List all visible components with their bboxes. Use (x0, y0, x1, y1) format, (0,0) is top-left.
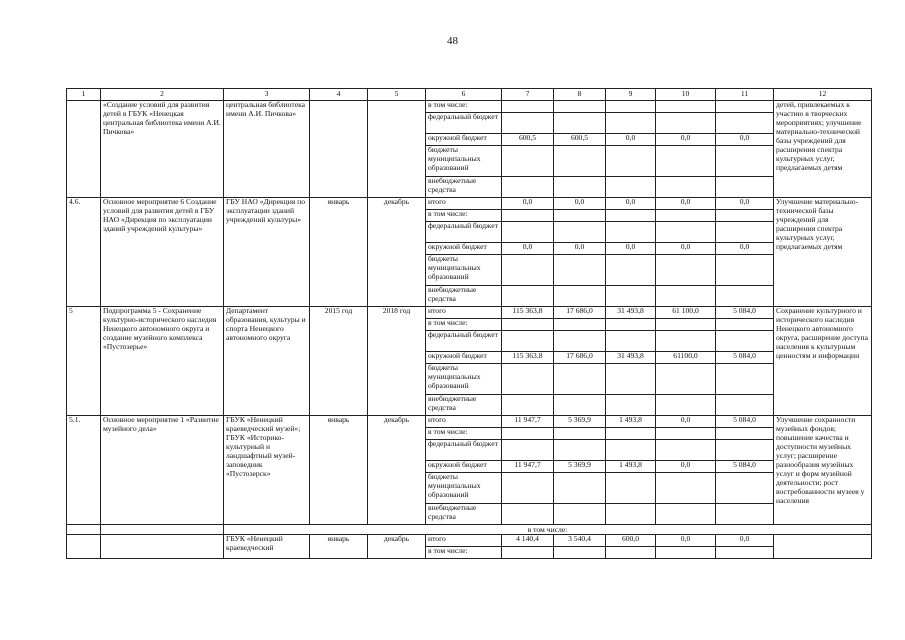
funding-value: 0,0 (656, 198, 716, 210)
measure-executor: центральная библиотека имени А.И. Пичкова» (224, 101, 310, 198)
funding-value (716, 146, 774, 177)
measure-start: январь (310, 416, 368, 525)
funding-value: 0,0 (656, 535, 716, 547)
column-header: 7 (502, 89, 554, 101)
funding-source: внебюджетные средства (426, 177, 502, 198)
funding-value (606, 364, 656, 395)
funding-value: 600,5 (502, 134, 554, 146)
column-header: 12 (774, 89, 872, 101)
funding-value: 0,0 (502, 243, 554, 255)
funding-value (656, 395, 716, 416)
measure-executor: ГБУК «Ненецкий краеведческий музей»; ГБУК «Историко-культурный и ландшафтный музей-заповедник «Пустозерск» (224, 416, 310, 525)
funding-source: окружной бюджет (426, 352, 502, 364)
funding-value (502, 504, 554, 525)
funding-value: 5 084,0 (716, 416, 774, 428)
funding-value: 0,0 (656, 243, 716, 255)
funding-value (606, 331, 656, 352)
funding-value: 0,0 (716, 535, 774, 547)
funding-value: 5 084,0 (716, 352, 774, 364)
funding-value (554, 177, 606, 198)
funding-source: в том числе: (426, 547, 502, 559)
funding-value (656, 473, 716, 504)
column-header: 9 (606, 89, 656, 101)
measure-name: Основное мероприятие 6 Создание условий для развития детей в ГБУ НАО «Дирекция по эксплуатации зданий учреждений культуры» (101, 198, 224, 307)
measure-code: 5 (67, 307, 101, 416)
funding-value: 0,0 (606, 243, 656, 255)
measure-start: январь (310, 535, 368, 559)
funding-value (716, 255, 774, 286)
funding-value (554, 473, 606, 504)
funding-value: 1 493,8 (606, 461, 656, 473)
funding-value (502, 547, 554, 559)
measure-name: Основное мероприятие 1 «Развитие музейного дела» (101, 416, 224, 525)
funding-value (716, 473, 774, 504)
funding-value: 11 947,7 (502, 461, 554, 473)
funding-value (656, 428, 716, 440)
funding-value (554, 286, 606, 307)
funding-value (606, 504, 656, 525)
measure-name: «Создание условий для развития детей в ГБУК «Ненецкая центральная библиотека имени А.И. Пичкова» (101, 101, 224, 198)
table-row (67, 101, 872, 113)
funding-source: бюджеты муниципальных образований (426, 364, 502, 395)
funding-value (502, 473, 554, 504)
funding-value (502, 101, 554, 113)
funding-value (502, 210, 554, 222)
funding-value (606, 101, 656, 113)
funding-value: 11 947,7 (502, 416, 554, 428)
funding-value (716, 428, 774, 440)
including-label: в том числе: (224, 525, 872, 535)
funding-value (716, 395, 774, 416)
funding-source: итого (426, 416, 502, 428)
funding-value (554, 440, 606, 461)
funding-value (502, 286, 554, 307)
funding-value: 0,0 (656, 461, 716, 473)
funding-value: 17 686,0 (554, 307, 606, 319)
funding-value: 31 493,8 (606, 352, 656, 364)
funding-value (502, 440, 554, 461)
funding-value: 115 363,8 (502, 352, 554, 364)
funding-source: в том числе: (426, 428, 502, 440)
funding-value: 0,0 (716, 134, 774, 146)
funding-value: 0,0 (554, 198, 606, 210)
page-number: 48 (447, 35, 458, 47)
measure-executor: ГБУК «Ненецкий краеведческий (224, 535, 310, 559)
funding-value (716, 504, 774, 525)
funding-value (716, 547, 774, 559)
measure-executor: ГБУ НАО «Дирекция по эксплуатации зданий учреждений культуры» (224, 198, 310, 307)
funding-value: 3 540,4 (554, 535, 606, 547)
measure-start (310, 101, 368, 198)
funding-value (716, 210, 774, 222)
funding-value (656, 440, 716, 461)
expected-result: детей, привлекаемых к участию в творческих мероприятиях; улучшение материально-технической базы учреждений для расширения спектра культурных услуг, предлагаемых детям (774, 101, 872, 198)
table-row (67, 307, 872, 319)
funding-value: 5 369,9 (554, 461, 606, 473)
funding-source: итого (426, 535, 502, 547)
funding-value: 5 369,9 (554, 416, 606, 428)
column-number-row (67, 89, 872, 101)
measure-code: 4.6. (67, 198, 101, 307)
funding-value (716, 364, 774, 395)
funding-value (502, 146, 554, 177)
funding-value: 0,0 (606, 198, 656, 210)
measure-code (67, 101, 101, 198)
column-header: 6 (426, 89, 502, 101)
funding-source: в том числе: (426, 210, 502, 222)
funding-source: в том числе: (426, 319, 502, 331)
funding-value (716, 319, 774, 331)
column-header: 5 (368, 89, 426, 101)
funding-value: 0,0 (716, 198, 774, 210)
funding-source: окружной бюджет (426, 134, 502, 146)
funding-source: бюджеты муниципальных образований (426, 473, 502, 504)
funding-value (554, 255, 606, 286)
measure-end: декабрь (368, 198, 426, 307)
funding-value: 1 493,8 (606, 416, 656, 428)
funding-value (502, 222, 554, 243)
measure-executor: Департамент образования, культуры и спорта Ненецкого автономного округа (224, 307, 310, 416)
funding-value: 600,0 (606, 535, 656, 547)
funding-value (656, 101, 716, 113)
funding-value (554, 319, 606, 331)
funding-value (554, 331, 606, 352)
measure-end (368, 101, 426, 198)
funding-value (606, 177, 656, 198)
column-header: 2 (101, 89, 224, 101)
table-row (67, 535, 872, 547)
funding-value (716, 177, 774, 198)
budget-table (66, 88, 872, 559)
funding-value (502, 428, 554, 440)
funding-value (606, 319, 656, 331)
funding-value: 600,5 (554, 134, 606, 146)
funding-value (656, 177, 716, 198)
funding-value: 4 140,4 (502, 535, 554, 547)
funding-value: 61100,0 (656, 352, 716, 364)
funding-value (554, 364, 606, 395)
funding-value (554, 210, 606, 222)
funding-value (606, 210, 656, 222)
funding-value: 5 084,0 (716, 307, 774, 319)
funding-value (716, 331, 774, 352)
expected-result: Сохранение культурного и исторического наследия Ненецкого автономного округа, расширение доступа населения к культурным ценностям и информации (774, 307, 872, 416)
funding-value (502, 395, 554, 416)
column-header: 11 (716, 89, 774, 101)
funding-value: 0,0 (606, 134, 656, 146)
funding-value (716, 113, 774, 134)
funding-value (656, 364, 716, 395)
funding-value (502, 113, 554, 134)
funding-value (656, 331, 716, 352)
funding-source: федеральный бюджет (426, 440, 502, 461)
funding-value (606, 547, 656, 559)
funding-value (502, 331, 554, 352)
measure-name: Подпрограмма 5 - Сохранение культурно-исторического наследия Ненецкого автономного округа и создание музейного комплекса «Пустозерье» (101, 307, 224, 416)
funding-value (502, 364, 554, 395)
funding-value (656, 113, 716, 134)
table-row (67, 416, 872, 428)
funding-value (656, 146, 716, 177)
funding-value (606, 395, 656, 416)
funding-value (554, 547, 606, 559)
funding-value (554, 101, 606, 113)
funding-source: федеральный бюджет (426, 222, 502, 243)
funding-value (502, 177, 554, 198)
funding-value (656, 286, 716, 307)
funding-value: 0,0 (716, 243, 774, 255)
funding-source: федеральный бюджет (426, 331, 502, 352)
funding-value (606, 286, 656, 307)
funding-source: внебюджетные средства (426, 286, 502, 307)
funding-value (656, 319, 716, 331)
expected-result: Улучшение сохранности музейных фондов; повышение качества и доступности музейных услуг; расширение разнообразия музейных услуг и форм музейной деятельности; рост востребованности музеев у населения (774, 416, 872, 525)
funding-source: федеральный бюджет (426, 113, 502, 134)
funding-value: 5 084,0 (716, 461, 774, 473)
funding-value (606, 146, 656, 177)
funding-value: 0,0 (656, 134, 716, 146)
table-row (67, 525, 872, 535)
funding-value (606, 255, 656, 286)
measure-end: 2018 год (368, 307, 426, 416)
funding-value (606, 113, 656, 134)
funding-source: внебюджетные средства (426, 504, 502, 525)
funding-value (554, 428, 606, 440)
measure-start: 2015 год (310, 307, 368, 416)
funding-value (716, 286, 774, 307)
funding-source: бюджеты муниципальных образований (426, 146, 502, 177)
funding-value (656, 547, 716, 559)
funding-value (656, 210, 716, 222)
funding-value (606, 440, 656, 461)
funding-value (502, 255, 554, 286)
funding-value (656, 222, 716, 243)
funding-value: 0,0 (656, 416, 716, 428)
funding-value (554, 113, 606, 134)
funding-source: окружной бюджет (426, 461, 502, 473)
funding-value: 31 493,8 (606, 307, 656, 319)
funding-value (606, 473, 656, 504)
funding-value (554, 504, 606, 525)
measure-end: декабрь (368, 535, 426, 559)
funding-value: 61 100,0 (656, 307, 716, 319)
expected-result: Улучшение материально-технической базы учреждений для расширения спектра культурных услуг, предлагаемых детям (774, 198, 872, 307)
funding-value (656, 504, 716, 525)
table-row (67, 198, 872, 210)
funding-value: 115 363,8 (502, 307, 554, 319)
funding-source: итого (426, 307, 502, 319)
funding-value (716, 101, 774, 113)
funding-value (554, 395, 606, 416)
column-header: 1 (67, 89, 101, 101)
column-header: 4 (310, 89, 368, 101)
funding-source: итого (426, 198, 502, 210)
measure-start: январь (310, 198, 368, 307)
funding-source: бюджеты муниципальных образований (426, 255, 502, 286)
column-header: 3 (224, 89, 310, 101)
funding-source: в том числе: (426, 101, 502, 113)
funding-value (716, 222, 774, 243)
column-header: 10 (656, 89, 716, 101)
funding-value (554, 146, 606, 177)
funding-value: 17 686,0 (554, 352, 606, 364)
measure-end: декабрь (368, 416, 426, 525)
funding-value (554, 222, 606, 243)
funding-value (502, 319, 554, 331)
funding-value: 0,0 (554, 243, 606, 255)
column-header: 8 (554, 89, 606, 101)
funding-value (606, 428, 656, 440)
measure-code: 5.1. (67, 416, 101, 525)
funding-source: окружной бюджет (426, 243, 502, 255)
funding-value (716, 440, 774, 461)
funding-value: 0,0 (502, 198, 554, 210)
funding-value (656, 255, 716, 286)
funding-source: внебюджетные средства (426, 395, 502, 416)
funding-value (606, 222, 656, 243)
